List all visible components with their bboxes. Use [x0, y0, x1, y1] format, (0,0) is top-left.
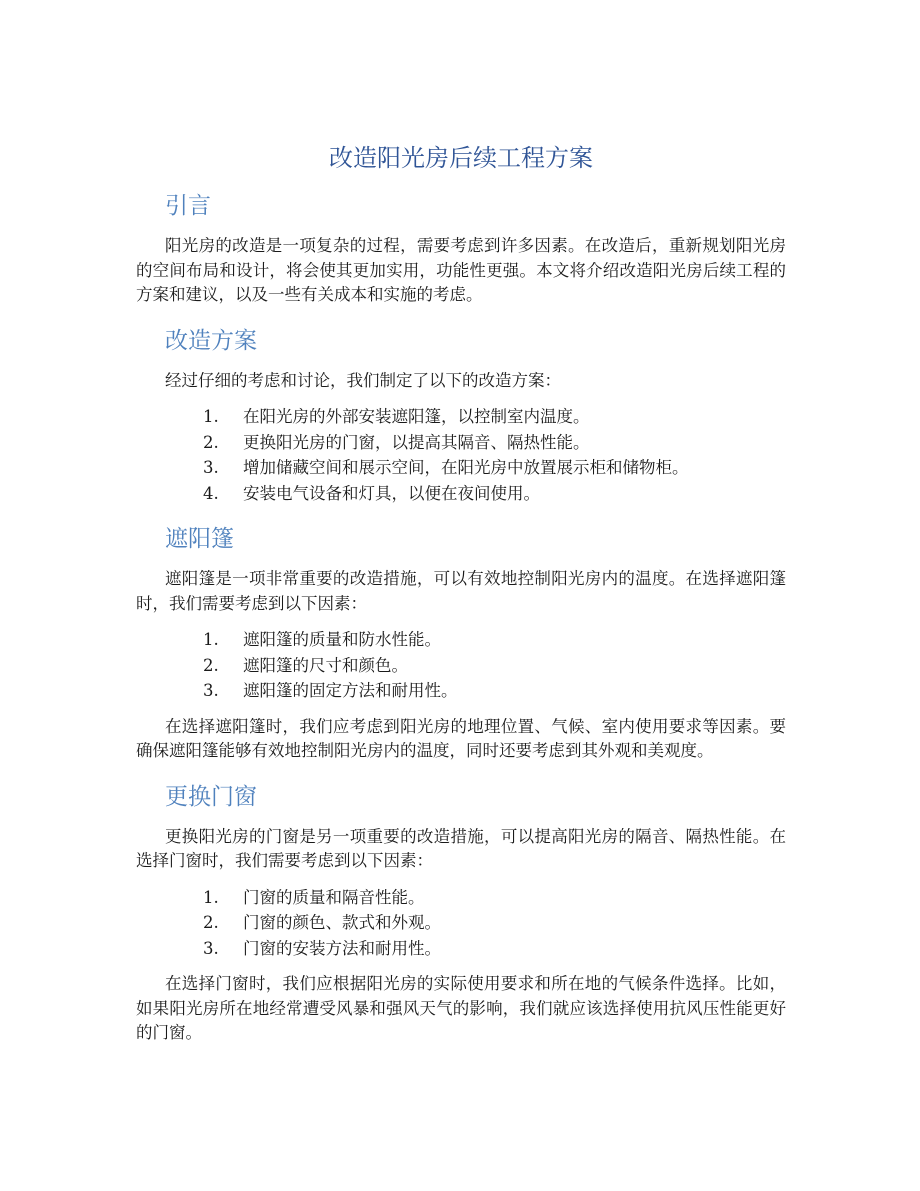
plan-list — [136, 404, 786, 506]
list-number: 3. — [203, 458, 219, 477]
list-text: 门窗的质量和隔音性能。 — [243, 887, 425, 907]
list-item — [136, 455, 786, 481]
list-number: 1. — [203, 887, 219, 907]
list-item — [136, 404, 786, 430]
list-number: 2. — [203, 913, 219, 932]
list-number: 3. — [203, 938, 219, 958]
awning-list — [136, 627, 786, 704]
list-text: 在阳光房的外部安装遮阳篷，以控制室内温度。 — [243, 407, 590, 426]
list-number: 3. — [203, 681, 219, 700]
list-item — [136, 481, 786, 507]
paragraph: 在选择遮阳篷时，我们应考虑到阳光房的地理位置、气候、室内使用要求等因素。要确保遮阳篷能够有效地控制阳光房内的温度，同时还要考虑到其外观和美观度。 — [136, 716, 786, 760]
heading-windows: 更换门窗 — [165, 783, 257, 810]
paragraph: 在选择门窗时，我们应根据阳光房的实际使用要求和所在地的气候条件选择。比如，如果阳光房所在地经常遭受风暴和强风天气的影响，我们就应该选择使用抗风压性能更好的门窗。 — [136, 974, 786, 1042]
paragraph: 更换阳光房的门窗是另一项重要的改造措施，可以提高阳光房的隔音、隔热性能。在选择门窗时，我们需要考虑到以下因素： — [136, 826, 786, 870]
document-page — [136, 0, 786, 1057]
heading-introduction: 引言 — [165, 193, 211, 219]
list-item — [136, 678, 786, 704]
list-number: 2. — [203, 655, 219, 675]
list-item — [136, 885, 786, 911]
list-item — [136, 936, 786, 962]
list-item — [136, 627, 786, 653]
list-number: 1. — [203, 407, 219, 426]
list-item — [136, 430, 786, 456]
paragraph: 经过仔细的考虑和讨论，我们制定了以下的改造方案： — [165, 370, 561, 390]
list-item — [136, 910, 786, 936]
list-number: 4. — [203, 483, 219, 503]
list-number: 2. — [203, 432, 219, 452]
paragraph: 遮阳篷是一项非常重要的改造措施，可以有效地控制阳光房内的温度。在选择遮阳篷时，我们需要考虑到以下因素： — [136, 569, 786, 613]
document-title: 改造阳光房后续工程方案 — [329, 144, 593, 172]
heading-plan: 改造方案 — [165, 327, 257, 354]
list-text: 门窗的颜色、款式和外观。 — [243, 913, 441, 932]
list-text: 遮阳篷的质量和防水性能。 — [243, 630, 441, 649]
heading-awning: 遮阳篷 — [165, 526, 234, 552]
list-text: 门窗的安装方法和耐用性。 — [243, 938, 441, 958]
paragraph: 阳光房的改造是一项复杂的过程，需要考虑到许多因素。在改造后，重新规划阳光房的空间布局和设计，将会使其更加实用，功能性更强。本文将介绍改造阳光房后续工程的方案和建议，以及一些有关成本和实施的考虑。 — [136, 236, 786, 304]
list-number: 1. — [203, 630, 219, 649]
list-text: 安装电气设备和灯具，以便在夜间使用。 — [243, 483, 540, 503]
list-text: 遮阳篷的固定方法和耐用性。 — [243, 681, 458, 700]
windows-list — [136, 885, 786, 962]
list-text: 增加储藏空间和展示空间，在阳光房中放置展示柜和储物柜。 — [243, 458, 689, 477]
list-item — [136, 653, 786, 679]
list-text: 遮阳篷的尺寸和颜色。 — [243, 655, 408, 675]
list-text: 更换阳光房的门窗，以提高其隔音、隔热性能。 — [243, 432, 590, 452]
